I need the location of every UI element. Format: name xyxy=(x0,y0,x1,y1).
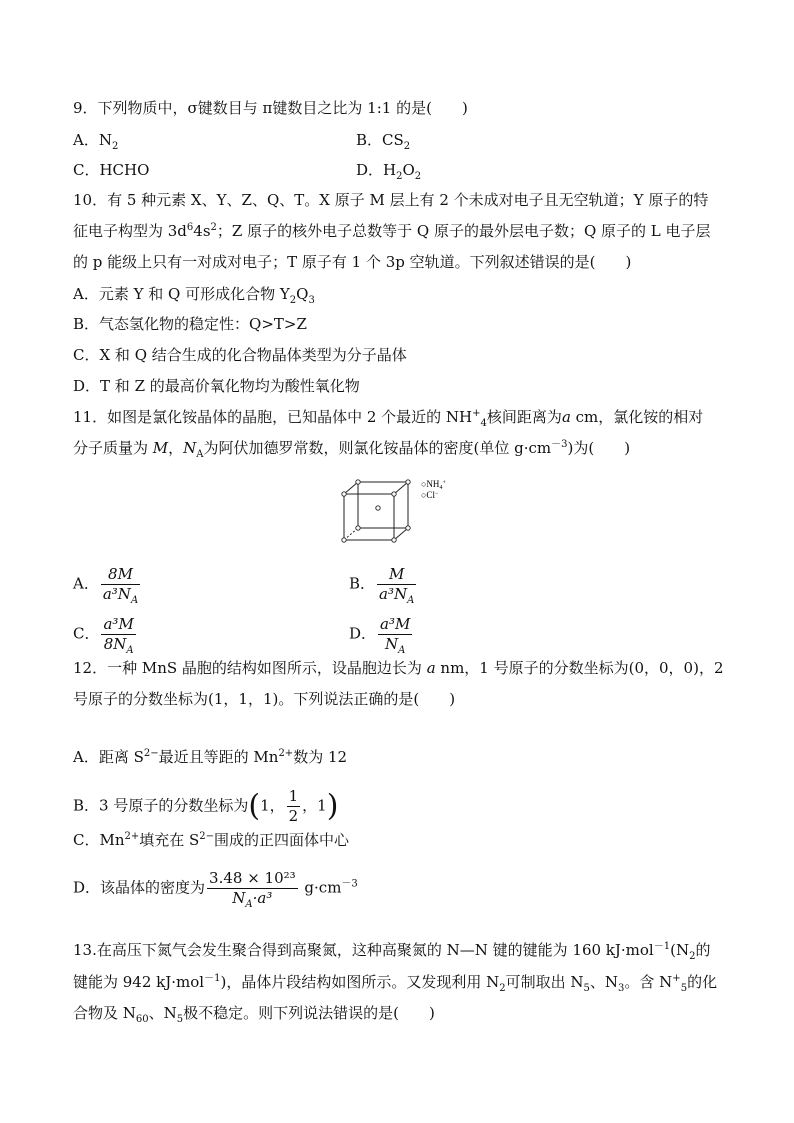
q13-stem-line1: 13.在高压下氮气会发生聚合得到高聚氮，这种高聚氮的 N—N 键的键能为 160 $kJ\cdot mol^{-1}(N_2$的 xyxy=(73,941,711,962)
q12-option-b: B．3 号原子的分数坐标为(1， $\frac{1}{2}$ ，1) xyxy=(73,787,339,825)
q10-option-a: A．元素 Y 和 Q 可形成化合物 $Y_2Q_3$ xyxy=(73,285,315,306)
q13-stem-line3: 合物及 $N_{60}$、$N_5$极不稳定。则下列说法错误的是( ) xyxy=(73,1004,435,1025)
q10-stem-line2: 征电子构型为 $3d^64s^2$；Z 原子的核外电子总数等于 Q 原子的最外层电子数；Q 原子的 L 电子层 xyxy=(73,222,711,240)
corner-atom xyxy=(392,538,396,542)
q11-option-b: B． $\frac{M}{a^3N_A}$ xyxy=(349,565,415,606)
corner-atom xyxy=(406,526,410,530)
corner-atom xyxy=(342,538,346,542)
corner-atom xyxy=(356,526,360,530)
q12-option-a: A．距离 $S^{2-}$最近且等距的 $Mn^{2+}$数为 12 xyxy=(73,748,348,766)
q9-option-b: B．$CS_2$ xyxy=(356,131,411,152)
q11-stem-line2: 分子质量为 M，$N_A$为阿伏加德罗常数，则氯化铵晶体的密度(单位 $g\cdot cm^{-3}$)为( ) xyxy=(73,439,631,460)
legend-nh4: $○NH_4^+$ xyxy=(421,479,446,491)
q11-option-a: A． $\frac{8M}{a^3N_A}$ xyxy=(73,565,139,606)
q10-stem-line1: 10．有 5 种元素 X、Y、Z、Q、T。X 原子 M 层上有 2 个未成对电子且无空轨道；Y 原子的特 xyxy=(73,191,709,209)
q10-stem-line3: 的 p 能级上只有一对成对电子；T 原子有 1 个 3p 空轨道。下列叙述错误的是( ) xyxy=(73,253,632,271)
q9-option-c: C．HCHO xyxy=(73,161,150,179)
q12-option-c: C．$Mn^{2+}$填充在 $S^{2-}$围成的正四面体中心 xyxy=(73,831,350,849)
legend-cl: ○Cl− xyxy=(421,490,439,500)
q11-option-d: D． $\frac{\text{a³M}}{N_A}$ xyxy=(349,615,411,656)
corner-atom xyxy=(342,492,346,496)
q11-stem-line1: 11．如图是氯化铵晶体的晶胞，已知晶体中 2 个最近的 $NH^+_4$核间距离为a cm，氯化铵的相对 xyxy=(73,408,704,429)
q12-stem-line2: 号原子的分数坐标为(1，1，1)。下列说法正确的是( ) xyxy=(73,690,456,708)
corner-atom xyxy=(356,480,360,484)
corner-atom xyxy=(406,480,410,484)
q13-stem-line2: 键能为 942 kJ·mol$^{-1}$)，晶体片段结构如图所示。又发现利用 $N_2$可制取出 $N_5$、$N_3$。含 $N^+_5$的化 xyxy=(73,973,718,994)
q11-option-c: C． $\frac{\text{a³M}}{8N_A}$ xyxy=(73,615,134,656)
q10-option-d: D．T 和 Z 的最高价氧化物均为酸性氧化物 xyxy=(73,377,360,395)
q9-option-a: A．$N_2$ xyxy=(73,131,119,152)
q12-option-d: D．该晶体的密度为 $\frac{\text{3.48 × 10²³}}{N_A\cdot a^3}$ $g\cdot cm^{-3}$ xyxy=(73,869,358,910)
cube-front-face xyxy=(344,494,394,540)
q10-option-b: B．气态氢化物的稳定性：Q>T>Z xyxy=(73,315,307,333)
q10-option-c: C．X 和 Q 结合生成的化合物晶体类型为分子晶体 xyxy=(73,346,407,364)
q9-stem: 9．下列物质中，σ键数目与 π键数目之比为 1:1 的是( ) xyxy=(73,99,468,117)
q9-option-d: D．$H_2O_2$ xyxy=(356,161,422,182)
corner-atom xyxy=(392,492,396,496)
center-atom xyxy=(376,506,380,510)
nh4cl-unit-cell-diagram xyxy=(338,474,458,546)
q12-stem-line1: 12．一种 MnS 晶胞的结构如图所示，设晶胞边长为 a nm，1 号原子的分数坐标为(0，0，0)，2 xyxy=(73,659,724,677)
